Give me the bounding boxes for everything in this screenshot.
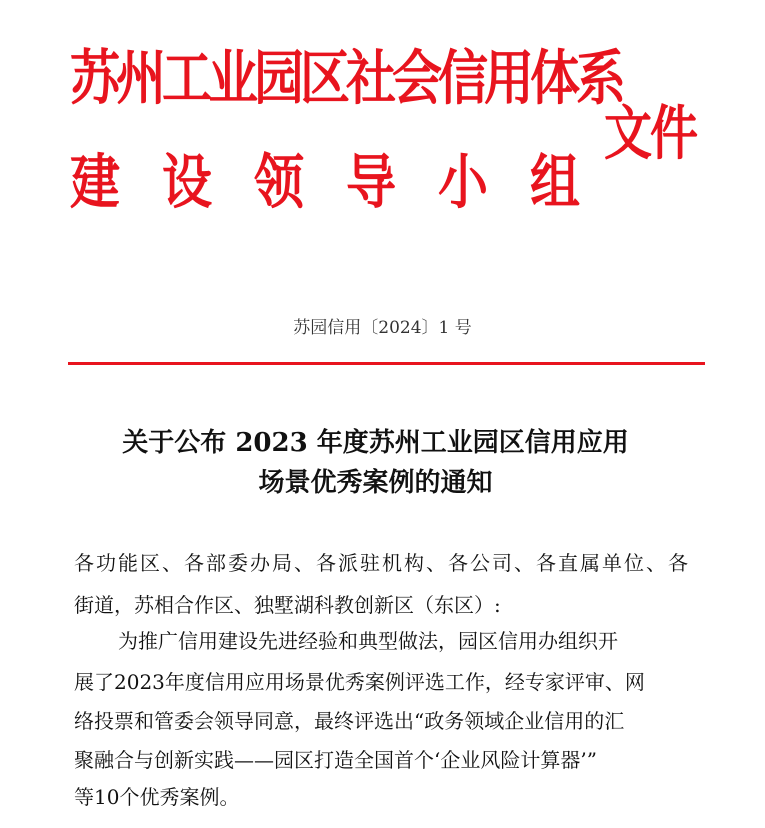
issuer-name-line1: 苏州工业园区社会信用体系 (70, 44, 622, 113)
notice-title-line1: 关于公布 2023 年度苏州工业园区信用应用 (122, 428, 629, 458)
body-line-paragraph-4: 聚融合与创新实践——园区打造全国首个‘企业风险计算器’” (74, 748, 597, 772)
body-line-recipients-1: 各功能区、各部委办局、各派驻机构、各公司、各直属单位、各 (74, 551, 690, 575)
body-line-paragraph-5: 等10个优秀案例。 (74, 785, 240, 809)
notice-title-line2: 场景优秀案例的通知 (258, 468, 493, 498)
body-line-paragraph-3: 络投票和管委会领导同意，最终评选出“政务领域企业信用的汇 (74, 709, 625, 733)
issuer-name-line2: 建设领导小组 (70, 148, 622, 217)
document-label: 文件 (604, 99, 697, 169)
body-line-paragraph-2: 展了2023年度信用应用场景优秀案例评选工作，经专家评审、网 (74, 670, 645, 694)
body-line-paragraph-1: 为推广信用建设先进经验和典型做法，园区信用办组织开 (118, 629, 618, 653)
document-number: 苏园信用〔2024〕1 号 (293, 318, 472, 338)
body-line-recipients-2: 街道，苏相合作区、独墅湖科教创新区（东区）: (74, 593, 501, 617)
red-divider-line (68, 362, 705, 365)
